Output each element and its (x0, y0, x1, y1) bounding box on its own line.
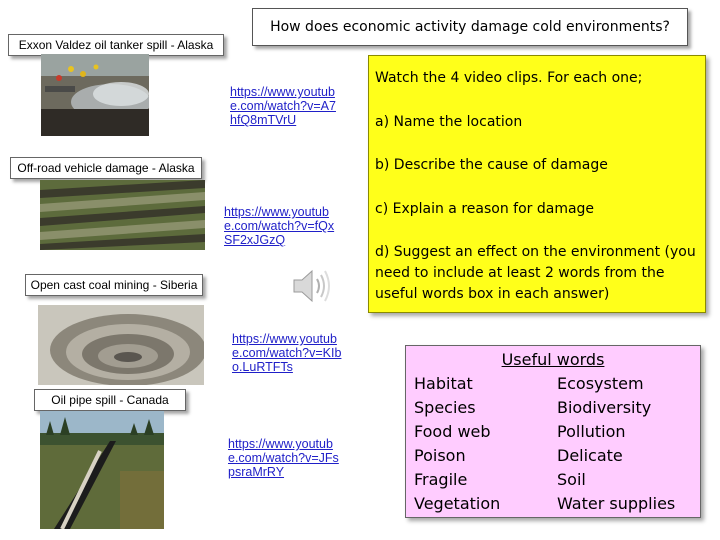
speaker-icon[interactable] (290, 268, 334, 304)
instructions-panel (368, 55, 706, 313)
clip-3-label: Open cast coal mining - Siberia (25, 274, 203, 296)
tundra-tracks-photo (40, 180, 205, 250)
word-item: Species (414, 398, 476, 417)
page-title: How does economic activity damage cold environments? (252, 8, 688, 46)
clip-4-label: Oil pipe spill - Canada (34, 389, 186, 411)
word-item: Vegetation (414, 494, 501, 513)
word-item: Ecosystem (557, 374, 644, 393)
clip-2-link[interactable]: https://www.youtube.com/watch?v=fQxSF2xJGzQ (224, 205, 335, 247)
word-item: Fragile (414, 470, 468, 489)
word-item: Habitat (414, 374, 473, 393)
word-item: Food web (414, 422, 491, 441)
clip-1-link[interactable]: https://www.youtube.com/watch?v=A7hfQ8mTVrU (230, 85, 336, 127)
word-item: Poison (414, 446, 466, 465)
word-item: Water supplies (557, 494, 676, 513)
word-item: Pollution (557, 422, 626, 441)
instructions-intro: Watch the 4 video clips. For each one; (375, 70, 643, 86)
instruction-b: b) Describe the cause of damage (375, 157, 608, 173)
oil-spill-photo (41, 54, 149, 136)
word-item: Soil (557, 470, 586, 489)
instruction-c: c) Explain a reason for damage (375, 201, 595, 217)
useful-words-panel (405, 345, 701, 518)
coal-mine-photo (38, 305, 204, 385)
useful-words-heading: Useful words (501, 350, 605, 369)
instruction-a: a) Name the location (375, 114, 523, 130)
word-item: Delicate (557, 446, 623, 465)
instruction-d: d) Suggest an effect on the environment (you need to include at least 2 words from the useful words box in each answer) (375, 244, 696, 302)
word-item: Biodiversity (557, 398, 652, 417)
clip-3-link[interactable]: https://www.youtube.com/watch?v=KIbo.LuRTFTs (232, 332, 342, 374)
clip-1-label: Exxon Valdez oil tanker spill - Alaska (8, 34, 224, 56)
clip-4-link[interactable]: https://www.youtube.com/watch?v=JFspsraMrRY (228, 437, 339, 479)
clip-2-label: Off-road vehicle damage - Alaska (10, 157, 202, 179)
oil-pipe-photo (40, 411, 164, 529)
